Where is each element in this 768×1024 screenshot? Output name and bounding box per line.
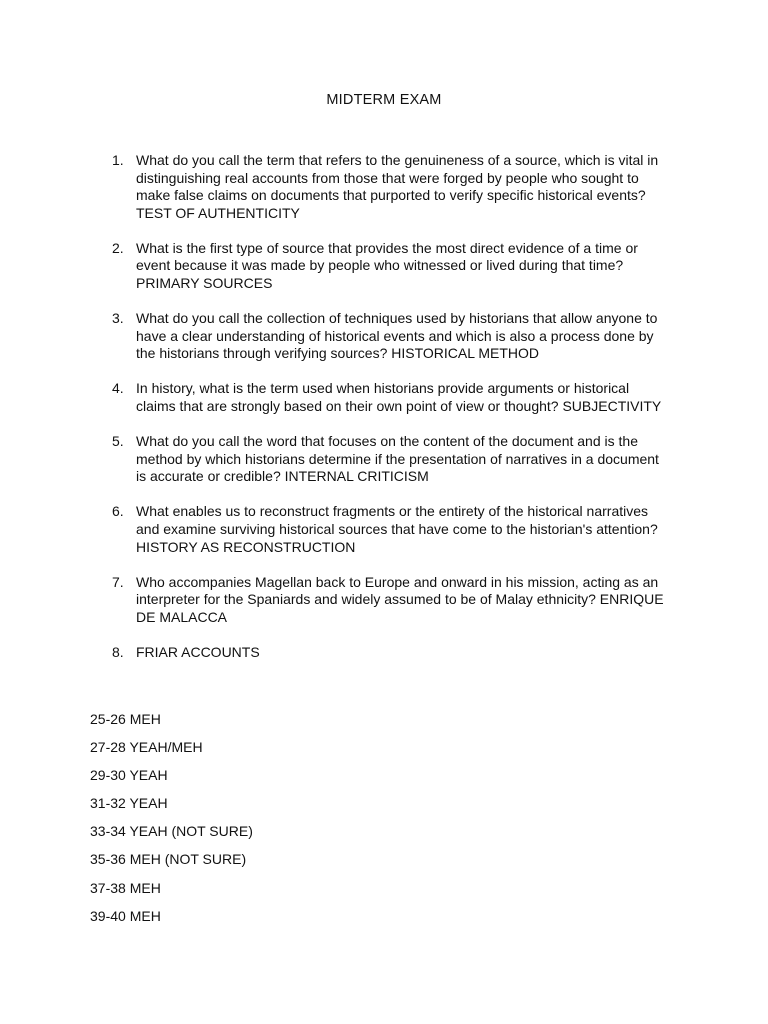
question-text: What enables us to reconstruct fragments or the entirety of the historical narratives and examine surviving historical sources that have come to the historian's attention? HISTORY AS RECONSTRUCTION [136, 503, 658, 555]
question-text: What do you call the word that focuses on the content of the document and is the method by which historians determine if the presentation of narratives in a document is accurate or credible? INTERNAL CRITICISM [136, 433, 659, 485]
question-item [112, 152, 672, 222]
question-text: What do you call the term that refers to the genuineness of a source, which is vital in distinguishing real accounts from those that were forged by people who sought to make false claims on documents that purported to verify specific historical events? TEST OF AUTHENTICITY [136, 152, 659, 221]
score-notes-list [90, 711, 253, 936]
question-number: 8. [112, 643, 124, 660]
question-text: Who accompanies Magellan back to Europe and onward in his mission, acting as an interpreter for the Spaniards and widely assumed to be of Malay ethnicity? ENRIQUE DE MALACCA [136, 573, 664, 625]
question-number: 6. [112, 503, 124, 520]
score-note: 31-32 YEAH [90, 795, 168, 812]
question-number: 5. [112, 433, 124, 450]
score-note: 25-26 MEH [90, 711, 161, 727]
question-text: What do you call the collection of techniques used by historians that allow anyone to have a clear understanding of historical events and which is also a process done by the historians through verifying sources? HISTORICAL METHOD [136, 310, 658, 362]
question-item [112, 380, 672, 415]
question-text: FRIAR ACCOUNTS [136, 643, 260, 660]
question-number: 1. [112, 152, 124, 168]
question-item [112, 310, 672, 363]
score-note: 37-38 MEH [90, 879, 161, 896]
question-item [112, 503, 672, 556]
score-note: 33-34 YEAH (NOT SURE) [90, 823, 253, 840]
question-number: 3. [112, 310, 124, 327]
question-item [112, 433, 672, 486]
score-note: 35-36 MEH (NOT SURE) [90, 851, 247, 868]
question-item [112, 644, 672, 662]
question-text: What is the first type of source that provides the most direct evidence of a time or event because it was made by people who witnessed or lived during that time? PRIMARY SOURCES [136, 239, 638, 292]
question-list [112, 152, 672, 679]
question-text: In history, what is the term used when historians provide arguments or historical claims that are strongly based on their own point of view or thought? SUBJECTIVITY [136, 380, 662, 415]
question-item [112, 240, 672, 293]
page-title: MIDTERM EXAM [326, 92, 442, 108]
question-number: 4. [112, 380, 124, 397]
score-note: 27-28 YEAH/MEH [90, 739, 203, 756]
question-item [112, 574, 672, 627]
score-note: 29-30 YEAH [90, 767, 168, 784]
question-number: 2. [112, 239, 124, 256]
score-note: 39-40 MEH [90, 907, 161, 924]
question-number: 7. [112, 573, 124, 590]
